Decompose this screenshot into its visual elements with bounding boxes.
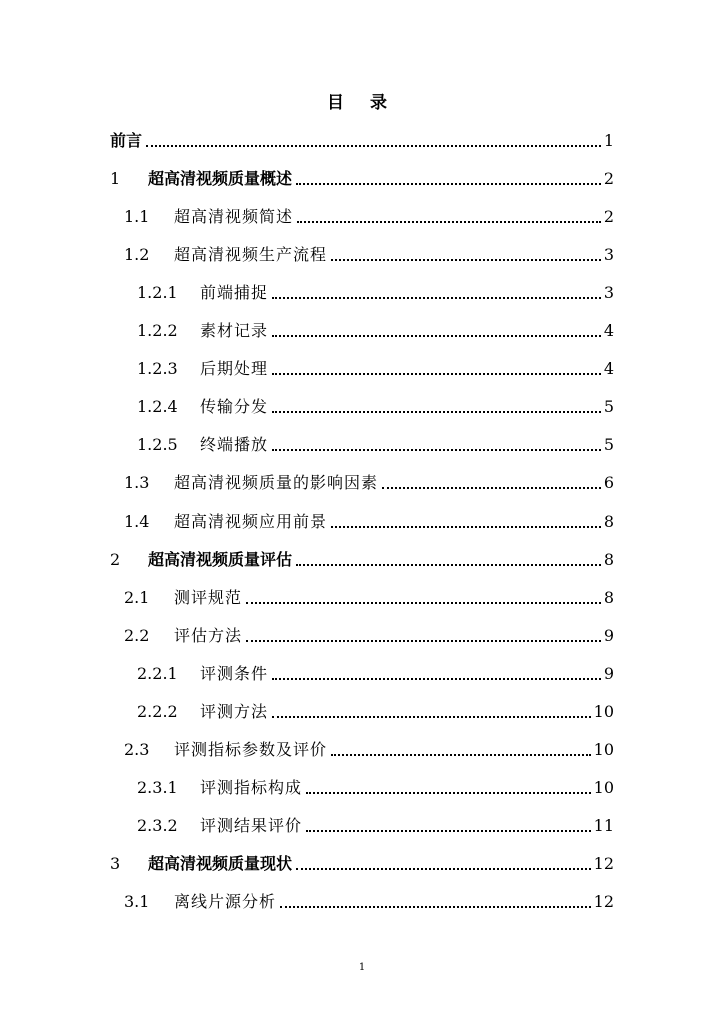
toc-entry-number: 1.3 [124,473,150,492]
toc-entry[interactable] [137,275,614,303]
toc-entry-label: 评测条件 [200,664,269,683]
toc-entry-page: 5 [603,397,614,416]
toc-entry-number: 1.1 [124,207,150,226]
toc-title: 目 录 [327,93,397,113]
toc-entry[interactable] [124,618,614,646]
toc-entry[interactable] [124,732,614,760]
toc-entry-page: 3 [603,283,614,302]
toc-entry[interactable] [137,694,614,722]
toc-entry-page: 12 [593,892,614,911]
toc-entry-label: 评估方法 [174,626,243,645]
toc-entry-page: 9 [603,664,614,683]
toc-entry-number: 1.2 [124,245,150,264]
toc-entry-number: 2.2.2 [137,702,178,721]
toc-entry-number: 1.2.5 [137,435,178,454]
toc-entry-number: 3 [110,854,121,873]
toc-entry-number: 3.1 [124,892,150,911]
toc-entry-page: 3 [603,245,614,264]
toc-leader-dots [296,183,601,185]
toc-entry[interactable] [137,770,614,798]
toc-entry-label: 超高清视频质量评估 [148,550,293,569]
toc-leader-dots [297,221,601,223]
toc-entry-label: 超高清视频简述 [174,207,294,226]
toc-entry[interactable] [137,351,614,379]
toc-entry-number: 2.3.1 [137,778,178,797]
toc-entry[interactable] [110,542,614,570]
toc-entry[interactable] [124,237,614,265]
toc-entry-label: 素材记录 [200,321,269,340]
toc-entry[interactable] [110,846,614,874]
toc-entry-page: 9 [603,626,614,645]
toc-entry[interactable] [137,313,614,341]
toc-leader-dots [306,792,591,794]
toc-entry-page: 2 [603,169,614,188]
toc-entry-label: 评测指标参数及评价 [174,740,328,759]
toc-entry-page: 2 [603,207,614,226]
toc-entry-label: 超高清视频质量的影响因素 [174,473,379,492]
toc-entry-number: 2.2.1 [137,664,178,683]
toc-leader-dots [272,411,601,413]
toc-entry-number: 1.2.2 [137,321,178,340]
toc-entry-label: 评测结果评价 [200,816,303,835]
toc-entry-label: 超高清视频生产流程 [174,245,328,264]
toc-entry[interactable] [124,199,614,227]
toc-entry[interactable] [110,123,614,151]
toc-leader-dots [296,564,601,566]
toc-entry-label: 前言 [110,131,143,150]
toc-leader-dots [306,830,591,832]
toc-entry-page: 8 [603,512,614,531]
toc-entry-page: 12 [593,854,614,873]
toc-leader-dots [272,373,601,375]
toc-entry[interactable] [124,465,614,493]
toc-entry-page: 4 [603,321,614,340]
toc-leader-dots [272,297,601,299]
toc-entry[interactable] [137,656,614,684]
toc-entry-number: 2.3.2 [137,816,178,835]
toc-entry[interactable] [124,884,614,912]
toc-leader-dots [246,602,601,604]
toc-leader-dots [272,678,601,680]
toc-leader-dots [272,716,591,718]
toc-entry-page: 11 [593,816,614,835]
toc-entry-label: 评测指标构成 [200,778,303,797]
toc-entry-label: 后期处理 [200,359,269,378]
toc-entry-label: 超高清视频应用前景 [174,512,328,531]
toc-leader-dots [296,868,591,870]
toc-leader-dots [331,754,591,756]
page-number: 1 [358,962,366,973]
toc-entry-page: 10 [593,740,614,759]
toc-leader-dots [146,145,601,147]
toc-entry-number: 2.3 [124,740,150,759]
toc-entry-number: 2 [110,550,121,569]
toc-entry[interactable] [137,389,614,417]
toc-entry[interactable] [124,504,614,532]
toc-entry-page: 8 [603,588,614,607]
toc-leader-dots [382,487,601,489]
toc-entry-number: 2.1 [124,588,150,607]
toc-leader-dots [331,259,601,261]
toc-entry-label: 评测方法 [200,702,269,721]
toc-leader-dots [272,335,601,337]
toc-entry-page: 10 [593,702,614,721]
toc-entry[interactable] [124,580,614,608]
toc-entry[interactable] [110,161,614,189]
toc-entry-label: 终端播放 [200,435,269,454]
toc-leader-dots [331,526,601,528]
toc-leader-dots [280,906,591,908]
toc-entry-number: 1.4 [124,512,150,531]
toc-entry-number: 1 [110,169,121,188]
toc-entry-label: 前端捕捉 [200,283,269,302]
toc-entry-label: 测评规范 [174,588,243,607]
toc-entry-number: 1.2.3 [137,359,178,378]
toc-entry-page: 8 [603,550,614,569]
toc-entry-number: 2.2 [124,626,150,645]
toc-entry-page: 4 [603,359,614,378]
toc-entry-number: 1.2.1 [137,283,178,302]
toc-entry-page: 1 [603,131,614,150]
toc-leader-dots [272,449,601,451]
toc-entry-page: 5 [603,435,614,454]
toc-leader-dots [246,640,601,642]
toc-entry-label: 传输分发 [200,397,269,416]
toc-entry-label: 离线片源分析 [174,892,277,911]
toc-entry-label: 超高清视频质量现状 [148,854,293,873]
toc-entry-number: 1.2.4 [137,397,178,416]
toc-entry[interactable] [137,427,614,455]
toc-entry-page: 6 [603,473,614,492]
toc-entry-label: 超高清视频质量概述 [148,169,293,188]
toc-entry-page: 10 [593,778,614,797]
toc-entry[interactable] [137,808,614,836]
